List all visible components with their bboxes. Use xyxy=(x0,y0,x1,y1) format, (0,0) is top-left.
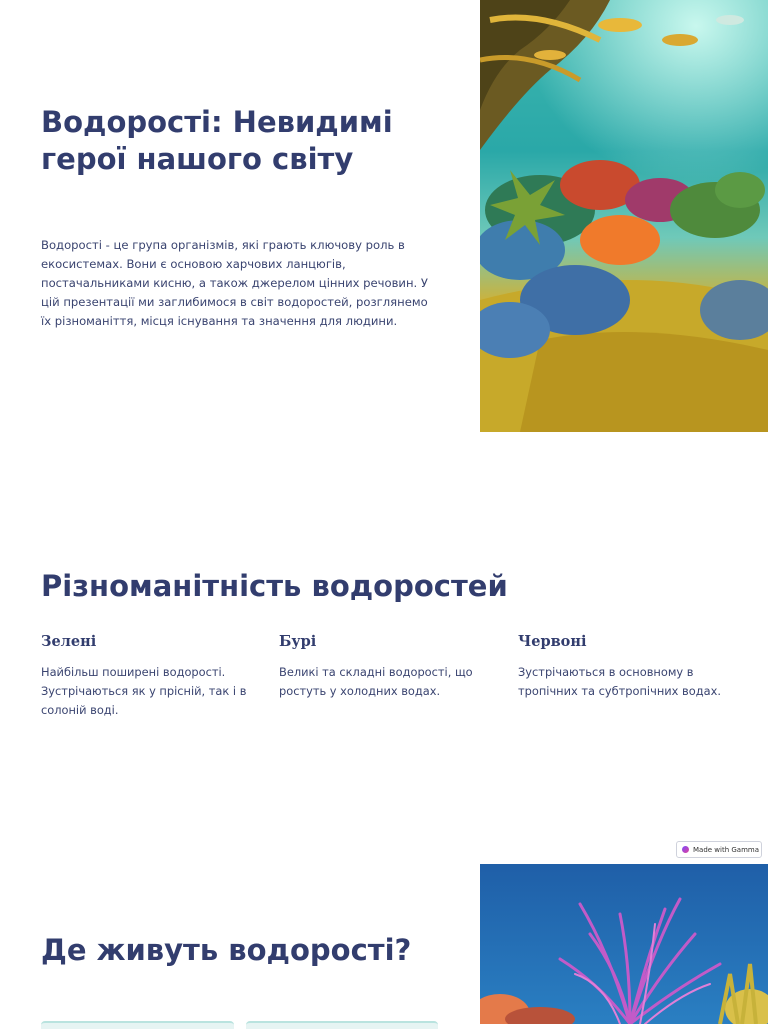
tab-card-2[interactable] xyxy=(246,1021,438,1029)
coral-reef-image xyxy=(480,864,768,1024)
slide-title: Де живуть водорості? xyxy=(41,933,412,967)
card-title: Бурі xyxy=(279,633,317,650)
made-with-gamma-badge[interactable] xyxy=(676,841,762,858)
slide-title: Різноманітність водоростей xyxy=(41,569,508,603)
badge-label: Made with Gamma xyxy=(693,845,760,854)
tab-card-1[interactable] xyxy=(41,1021,234,1029)
slide-title: Водорості: Невидимі герої нашого світу xyxy=(41,105,393,176)
slide-intro xyxy=(0,0,768,432)
slide-diversity xyxy=(0,560,768,760)
card-green-algae xyxy=(41,632,251,720)
gamma-logo-icon xyxy=(682,846,689,853)
slide-habitat xyxy=(0,864,768,1024)
card-text: Найбільш поширені водорості. Зустрічаються як у прісній, так і в солоній воді. xyxy=(41,665,247,717)
intro-paragraph: Водорості - це група організмів, які грають ключову роль в екосистемах. Вони є основою харчових ланцюгів, постачальниками кисню, а також джерелом цінних речовин. У цій презентації ми заглибимося в світ водоростей, розглянемо їх різноманіття, місця існування та значення для людини. xyxy=(41,238,428,328)
underwater-reef-image xyxy=(480,0,768,432)
card-text: Великі та складні водорості, що ростуть у холодних водах. xyxy=(279,665,473,698)
card-red-algae xyxy=(518,632,728,701)
card-title: Зелені xyxy=(41,633,97,650)
card-text: Зустрічаються в основному в тропічних та субтропічних водах. xyxy=(518,665,721,698)
card-title: Червоні xyxy=(518,633,587,650)
card-brown-algae xyxy=(279,632,489,701)
